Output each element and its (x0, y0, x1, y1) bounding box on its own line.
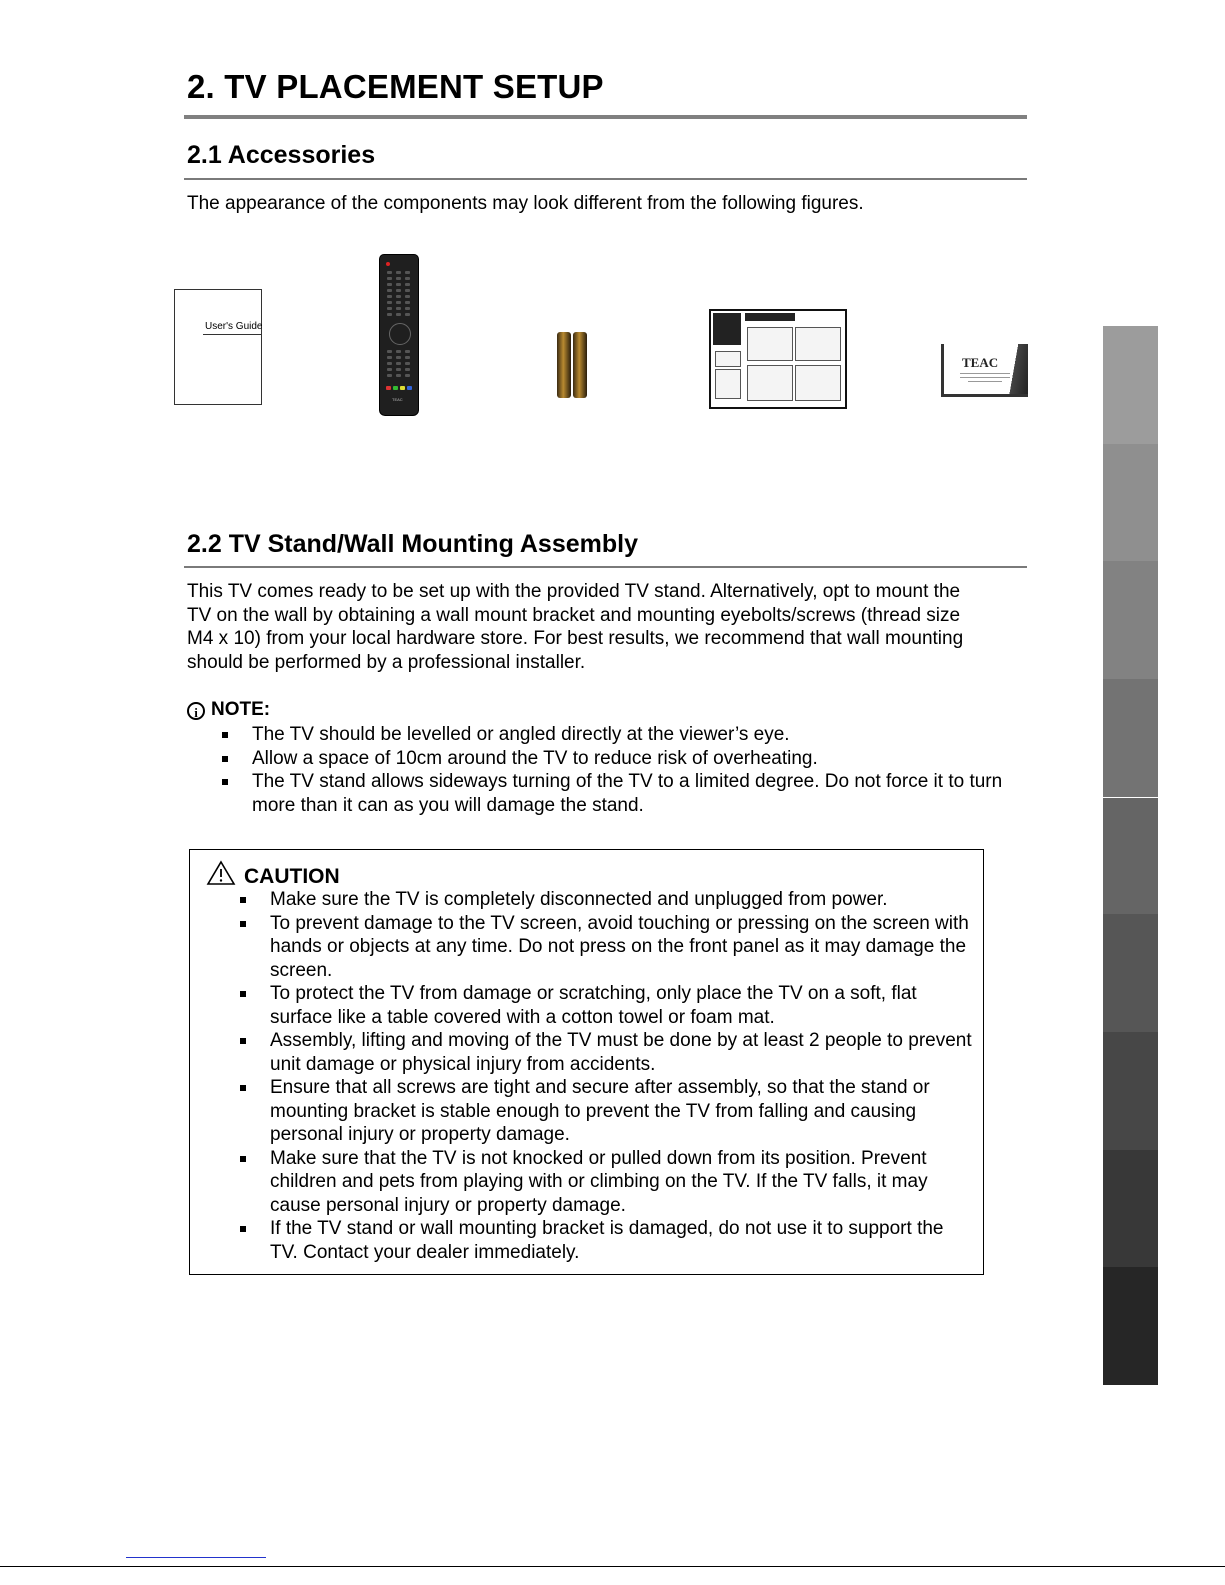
caution-item: Make sure the TV is completely disconnected and unplugged from power. (238, 888, 973, 912)
remote-logo: TEAC (392, 397, 403, 402)
blue-button-icon (407, 386, 412, 390)
users-guide-underline (203, 334, 261, 335)
remote-button-icon (396, 289, 401, 292)
warning-triangle-icon (206, 860, 236, 886)
remote-button-icon (405, 313, 410, 316)
remote-button-icon (405, 277, 410, 280)
chapter-tab (1103, 1267, 1158, 1385)
remote-button-icon (387, 271, 392, 274)
remote-button-icon (396, 295, 401, 298)
remote-button-icon (405, 307, 410, 310)
warranty-card-image (941, 344, 1028, 397)
paragraph-line: TV on the wall by obtaining a wall mount bracket and mounting eyebolts/screws (thread size (187, 604, 961, 626)
remote-button-icon (405, 356, 410, 359)
battery-icon (557, 332, 571, 398)
remote-button-icon (405, 271, 410, 274)
chapter-tab (1103, 444, 1158, 562)
caution-heading: CAUTION (244, 865, 340, 888)
mounting-heading: 2.2 TV Stand/Wall Mounting Assembly (187, 530, 638, 558)
remote-button-icon (387, 295, 392, 298)
remote-button-icon (396, 350, 401, 353)
batteries-image (557, 332, 589, 398)
accessories-divider (184, 178, 1027, 180)
remote-button-icon (396, 271, 401, 274)
remote-button-icon (405, 368, 410, 371)
note-heading: NOTE: (211, 699, 271, 720)
remote-button-icon (396, 301, 401, 304)
caution-item: To protect the TV from damage or scratching, only place the TV on a soft, flat surface like a table covered with a cotton towel or foam mat. (238, 982, 973, 1029)
remote-button-icon (405, 301, 410, 304)
paragraph-line: M4 x 10) from your local hardware store. For best results, we recommend that wall mounting (187, 628, 964, 649)
page-title: 2. TV PLACEMENT SETUP (187, 68, 604, 105)
remote-button-icon (387, 289, 392, 292)
note-item: The TV should be levelled or angled directly at the viewer’s eye. (220, 723, 1025, 747)
remote-button-icon (396, 356, 401, 359)
footer-link-underline (126, 1557, 266, 1558)
chapter-tab (1103, 561, 1158, 679)
caution-item: To prevent damage to the TV screen, avoid touching or pressing on the screen with hands or objects at any time. Do not press on the front panel as it may damage the screen. (238, 912, 973, 983)
warranty-brand: TEAC (962, 355, 999, 370)
chapter-tab (1103, 326, 1158, 444)
green-button-icon (393, 386, 398, 390)
note-list (220, 723, 1025, 817)
remote-button-icon (405, 295, 410, 298)
caution-item: Make sure that the TV is not knocked or pulled down from its position. Prevent children and pets from playing with or climbing on the TV. If the TV falls, it may cause personal injury or property damage. (238, 1147, 973, 1218)
remote-button-icon (396, 277, 401, 280)
remote-button-icon (396, 374, 401, 377)
yellow-button-icon (400, 386, 405, 390)
chapter-tab (1103, 797, 1158, 916)
paragraph-line: should be performed by a professional installer. (187, 651, 586, 673)
remote-button-icon (387, 313, 392, 316)
remote-button-icon (387, 368, 392, 371)
remote-button-icon (396, 362, 401, 365)
remote-button-icon (387, 301, 392, 304)
users-guide-label: User's Guide (205, 321, 263, 332)
caution-box (189, 849, 984, 1275)
title-divider (184, 115, 1027, 119)
accessories-intro: The appearance of the components may look different from the following figures. (187, 193, 864, 214)
note-item: The TV stand allows sideways turning of the TV to a limited degree. Do not force it to turn more than it can as you will damage the stand. (220, 770, 1025, 817)
remote-button-icon (405, 283, 410, 286)
caution-list (238, 888, 973, 1264)
info-icon: i (187, 702, 205, 720)
users-guide-image (174, 289, 262, 405)
remote-button-icon (387, 350, 392, 353)
quick-start-guide-image (709, 309, 847, 409)
chapter-tab (1103, 914, 1158, 1032)
remote-button-icon (387, 283, 392, 286)
remote-button-icon (405, 289, 410, 292)
remote-button-icon (387, 374, 392, 377)
note-heading-row (187, 699, 270, 721)
remote-button-icon (387, 277, 392, 280)
power-button-icon (386, 262, 390, 266)
remote-button-icon (405, 362, 410, 365)
remote-button-icon (405, 374, 410, 377)
caution-item: Ensure that all screws are tight and secure after assembly, so that the stand or mounting bracket is stable enough to prevent the TV from falling and causing personal injury or property damage. (238, 1076, 973, 1147)
dpad-icon (389, 323, 411, 345)
remote-button-icon (396, 283, 401, 286)
page-bottom-rule (0, 1566, 1225, 1567)
mounting-paragraph (187, 580, 1027, 674)
mounting-divider (184, 566, 1027, 568)
caution-heading-row (206, 860, 340, 889)
chapter-tab (1103, 1150, 1158, 1268)
remote-button-icon (396, 368, 401, 371)
paragraph-line: This TV comes ready to be set up with the provided TV stand. Alternatively, opt to mount the (187, 581, 961, 602)
remote-button-icon (405, 350, 410, 353)
battery-icon (573, 332, 587, 398)
accessories-heading: 2.1 Accessories (187, 141, 376, 169)
remote-button-icon (387, 362, 392, 365)
caution-item: If the TV stand or wall mounting bracket is damaged, do not use it to support the TV. Contact your dealer immediately. (238, 1217, 973, 1264)
note-item: Allow a space of 10cm around the TV to reduce risk of overheating. (220, 747, 1025, 771)
remote-button-icon (387, 307, 392, 310)
remote-button-icon (396, 307, 401, 310)
remote-control-image (379, 254, 419, 416)
chapter-tab (1103, 1032, 1158, 1150)
chapter-tab (1103, 679, 1158, 797)
remote-button-icon (396, 313, 401, 316)
red-button-icon (386, 386, 391, 390)
caution-item: Assembly, lifting and moving of the TV must be done by at least 2 people to prevent unit damage or physical injury from accidents. (238, 1029, 973, 1076)
remote-button-icon (387, 356, 392, 359)
